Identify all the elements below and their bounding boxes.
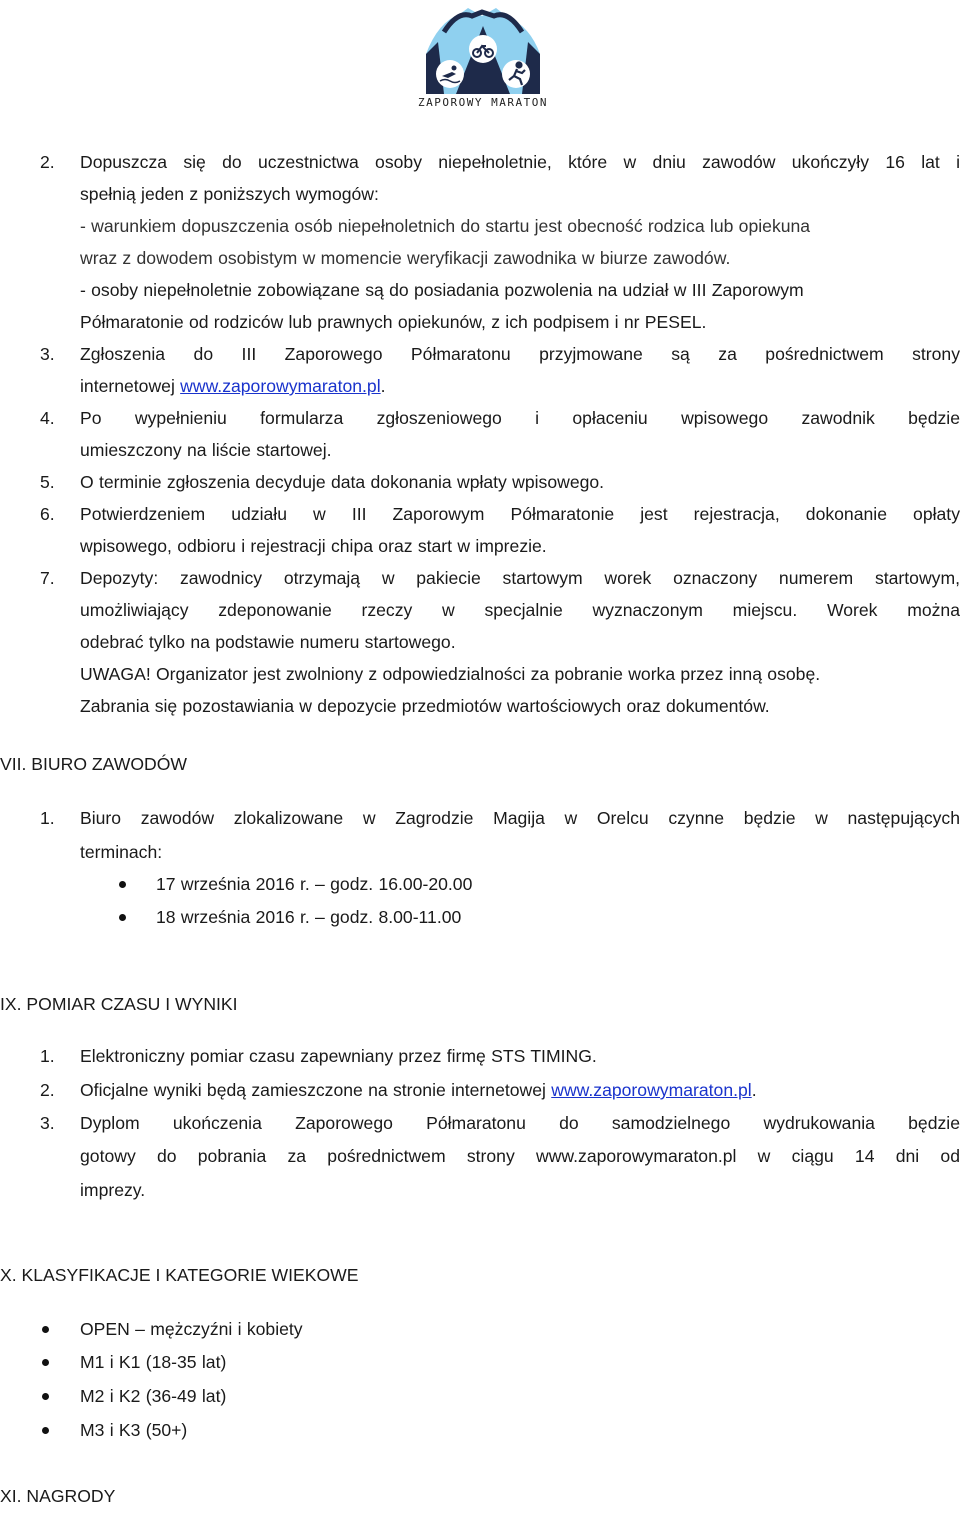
bullet-icon bbox=[42, 1427, 49, 1434]
item-number: 1. bbox=[40, 1046, 55, 1066]
item-line: UWAGA! Organizator jest zwolniony z odpowiedzialności za pobranie worka przez inną osobę. bbox=[80, 664, 821, 684]
list-item: 18 września 2016 r. – godz. 8.00-11.00 bbox=[156, 907, 462, 927]
item-line: umożliwiający zdeponowanie rzeczy w specjalnie wyznaczonym miejscu. Worek można bbox=[80, 600, 960, 620]
item-number: 3. bbox=[40, 344, 55, 364]
item-number: 4. bbox=[40, 408, 55, 428]
item-line: terminach: bbox=[80, 842, 163, 862]
item-line: Zabrania się pozostawiania w depozycie przedmiotów wartościowych oraz dokumentów. bbox=[80, 696, 770, 716]
item-number: 1. bbox=[40, 808, 55, 828]
list-item: M2 i K2 (36-49 lat) bbox=[80, 1386, 227, 1406]
bullet-icon bbox=[119, 914, 126, 921]
item-number: 7. bbox=[40, 568, 55, 588]
logo-text: ZAPOROWY MARATON bbox=[418, 96, 548, 109]
item-line: spełnią jeden z poniższych wymogów: bbox=[80, 184, 379, 204]
item-line: - warunkiem dopuszczenia osób niepełnoletnich do startu jest obecność rodzica lub opiekuna bbox=[80, 216, 811, 236]
item-line: Dyplom ukończenia Zaporowego Półmaratonu do samodzielnego wydrukowania będzie bbox=[80, 1113, 960, 1133]
bullet-icon bbox=[42, 1359, 49, 1366]
bullet-icon bbox=[42, 1326, 49, 1333]
list-item: 17 września 2016 r. – godz. 16.00-20.00 bbox=[156, 874, 473, 894]
item-line: O terminie zgłoszenia decyduje data dokonania wpłaty wpisowego. bbox=[80, 472, 605, 492]
item-line: - osoby niepełnoletnie zobowiązane są do posiadania pozwolenia na udział w III Zaporowym bbox=[80, 280, 804, 300]
item-line: Biuro zawodów zlokalizowane w Zagrodzie Magija w Orelcu czynne będzie w następujących bbox=[80, 808, 960, 828]
bullet-icon bbox=[42, 1393, 49, 1400]
item-line: Po wypełnieniu formularza zgłoszeniowego i opłaceniu wpisowego zawodnik będzie bbox=[80, 408, 960, 428]
item-number: 5. bbox=[40, 472, 55, 492]
section-heading: IX. POMIAR CZASU I WYNIKI bbox=[0, 994, 238, 1014]
item-number: 2. bbox=[40, 152, 55, 172]
item-line: imprezy. bbox=[80, 1180, 146, 1200]
item-line: Elektroniczny pomiar czasu zapewniany przez firmę STS TIMING. bbox=[80, 1046, 597, 1066]
item-line: wraz z dowodem osobistym w momencie weryfikacji zawodnika w biurze zawodów. bbox=[80, 248, 731, 268]
results-link[interactable]: www.zaporowymaraton.pl bbox=[551, 1080, 752, 1100]
section-heading: XI. NAGRODY bbox=[0, 1486, 116, 1506]
item-number: 2. bbox=[40, 1080, 55, 1100]
item-line: Depozyty: zawodnicy otrzymają w pakiecie startowym worek oznaczony numerem startowym, bbox=[80, 568, 960, 588]
item-number: 6. bbox=[40, 504, 55, 524]
item-line: Oficjalne wyniki będą zamieszczone na stronie internetowej www.zaporowymaraton.pl. bbox=[80, 1080, 757, 1100]
item-line: umieszczony na liście startowej. bbox=[80, 440, 332, 460]
item-number: 3. bbox=[40, 1113, 55, 1133]
item-line: Półmaratonie od rodziców lub prawnych opiekunów, z ich podpisem i nr PESEL. bbox=[80, 312, 707, 332]
list-item: M1 i K1 (18-35 lat) bbox=[80, 1352, 227, 1372]
list-item: M3 i K3 (50+) bbox=[80, 1420, 188, 1440]
item-line: wpisowego, odbioru i rejestracji chipa oraz start w imprezie. bbox=[80, 536, 547, 556]
item-line: Dopuszcza się do uczestnictwa osoby niepełnoletnie, które w dniu zawodów ukończyły 16 lat i bbox=[80, 152, 960, 172]
item-line: Zgłoszenia do III Zaporowego Półmaratonu przyjmowane są za pośrednictwem strony bbox=[80, 344, 960, 364]
item-line: internetowej www.zaporowymaraton.pl. bbox=[80, 376, 386, 396]
item-line: gotowy do pobrania za pośrednictwem strony www.zaporowymaraton.pl w ciągu 14 dni od bbox=[80, 1146, 960, 1166]
item-line: odebrać tylko na podstawie numeru startowego. bbox=[80, 632, 456, 652]
item-line: Potwierdzeniem udziału w III Zaporowym Półmaratonie jest rejestracja, dokonanie opłaty bbox=[80, 504, 960, 524]
website-link[interactable]: www.zaporowymaraton.pl bbox=[180, 376, 381, 396]
list-item: OPEN – mężczyźni i kobiety bbox=[80, 1319, 303, 1339]
section-heading: X. KLASYFIKACJE I KATEGORIE WIEKOWE bbox=[0, 1265, 359, 1285]
bullet-icon bbox=[119, 881, 126, 888]
section-heading: VII. BIURO ZAWODÓW bbox=[0, 754, 188, 774]
